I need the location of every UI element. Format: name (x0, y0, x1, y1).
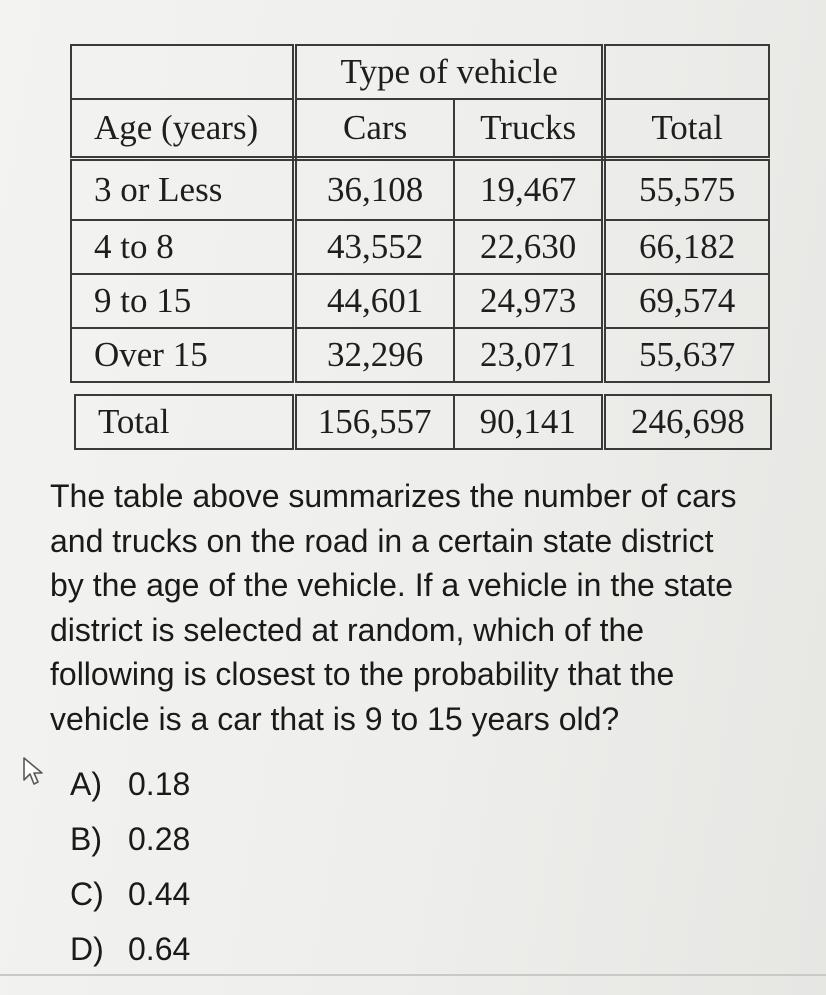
total-trucks-cell: 90,141 (454, 395, 604, 449)
choice-d[interactable] (70, 921, 190, 976)
trucks-cell: 24,973 (454, 274, 604, 328)
table-row (71, 159, 769, 221)
column-header-age: Age (years) (71, 99, 295, 159)
grand-total-cell: 246,698 (603, 395, 771, 449)
choice-value: 0.64 (128, 930, 191, 967)
mouse-pointer-icon (22, 756, 44, 786)
choice-letter: A) (70, 765, 102, 802)
total-cell: 69,574 (604, 274, 769, 328)
choice-value: 0.18 (128, 765, 191, 802)
choice-letter: D) (70, 930, 104, 967)
row-age-cell: 9 to 15 (71, 274, 295, 328)
row-age-cell: 4 to 8 (71, 220, 295, 274)
table-header-row (71, 99, 769, 159)
total-cell: 55,637 (604, 328, 769, 382)
question-line: The table above summarizes the number of cars (50, 478, 737, 514)
table-row (71, 328, 769, 382)
group-header-type-of-vehicle: Type of vehicle (295, 45, 604, 99)
totals-label: Total (75, 395, 294, 449)
row-age-cell: 3 or Less (71, 159, 295, 221)
choice-a[interactable] (70, 756, 190, 811)
choice-letter: B) (70, 820, 102, 857)
divider (0, 974, 826, 976)
table-row (71, 274, 769, 328)
trucks-cell: 19,467 (454, 159, 604, 221)
choice-c[interactable] (70, 866, 190, 921)
total-cell: 55,575 (604, 159, 769, 221)
total-cell: 66,182 (604, 220, 769, 274)
table-corner-cell (71, 45, 295, 99)
trucks-cell: 22,630 (454, 220, 604, 274)
choice-value: 0.28 (128, 820, 191, 857)
cars-cell: 43,552 (295, 220, 454, 274)
question-line: and trucks on the road in a certain state district (50, 522, 714, 559)
table-header-row-group (71, 45, 769, 99)
row-age-cell: Over 15 (71, 328, 295, 382)
trucks-cell: 23,071 (454, 328, 604, 382)
column-header-cars: Cars (295, 99, 454, 159)
cars-cell: 36,108 (295, 159, 454, 221)
question-line: vehicle is a car that is 9 to 15 years old? (50, 700, 620, 737)
column-header-trucks: Trucks (454, 99, 604, 159)
totals-row (75, 395, 771, 449)
total-cars-cell: 156,557 (294, 395, 454, 449)
question-line: by the age of the vehicle. If a vehicle in the state (50, 567, 734, 603)
cars-cell: 44,601 (295, 274, 454, 328)
column-header-total: Total (604, 99, 769, 159)
vehicle-age-table (70, 44, 770, 383)
choice-value: 0.44 (128, 875, 191, 912)
cars-cell: 32,296 (295, 328, 454, 382)
totals-table (74, 394, 772, 450)
choice-b[interactable] (70, 811, 190, 866)
question-line: following is closest to the probability that the (50, 656, 675, 692)
table-header-empty-cell (604, 45, 769, 99)
question-line: district is selected at random, which of the (50, 611, 645, 648)
question-text (50, 474, 810, 741)
answer-choices (70, 756, 190, 976)
table-row (71, 220, 769, 274)
choice-letter: C) (70, 875, 104, 912)
